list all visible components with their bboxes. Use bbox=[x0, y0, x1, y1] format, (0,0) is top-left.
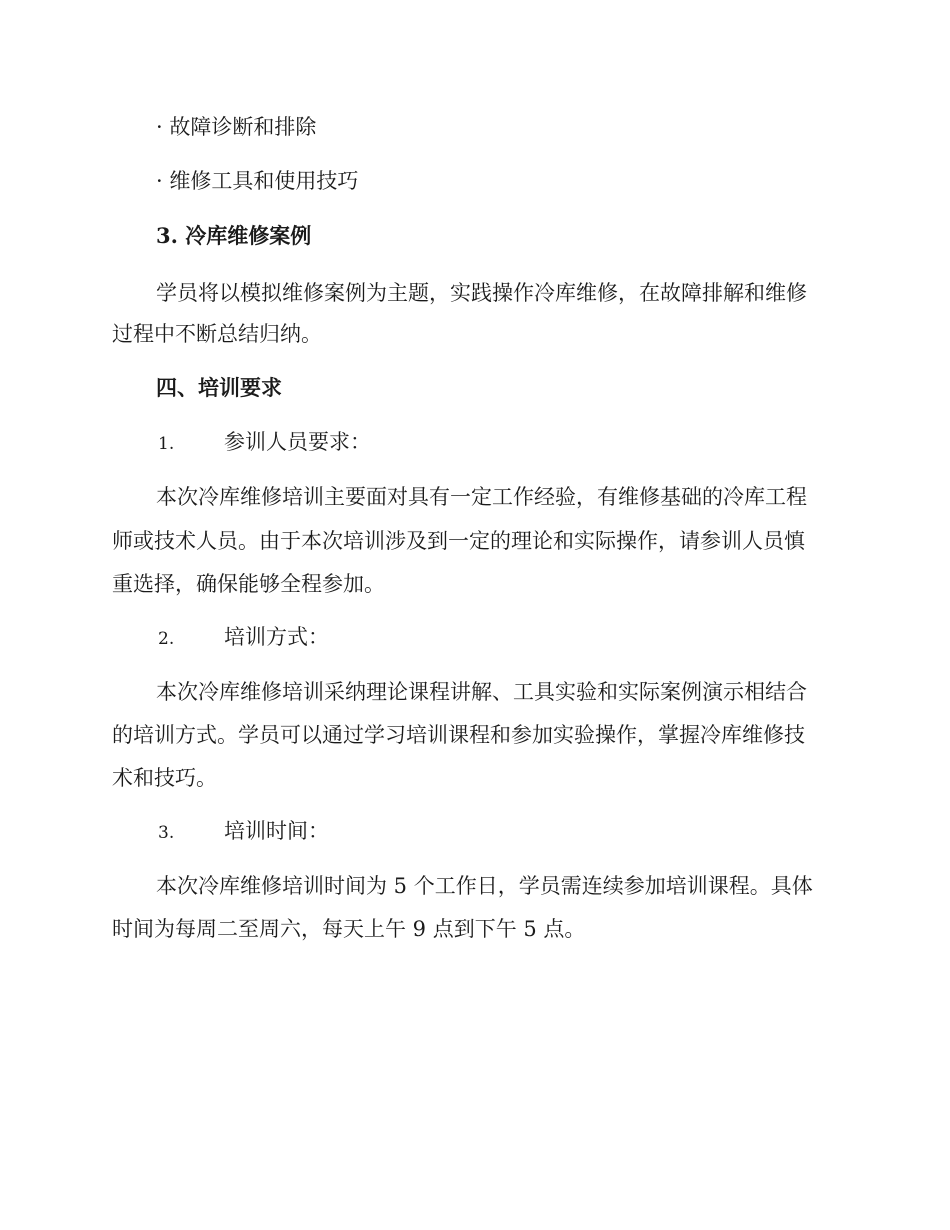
list-number: 1. bbox=[158, 434, 175, 454]
bullet-item: · 维修工具和使用技巧 bbox=[156, 169, 359, 193]
paragraph-line: 时间为每周二至周六，每天上午 9 点到下午 5 点。 bbox=[112, 917, 586, 941]
paragraph-line: 学员将以模拟维修案例为主题，实践操作冷库维修，在故障排解和维修 bbox=[156, 281, 807, 305]
paragraph-line: 本次冷库维修培训采纳理论课程讲解、工具实验和实际案例演示相结合 bbox=[156, 680, 807, 704]
section-heading: 3. 冷库维修案例 bbox=[156, 223, 312, 248]
list-label: 培训方式： bbox=[224, 625, 329, 649]
paragraph-line: 的培训方式。学员可以通过学习培训课程和参加实验操作，掌握冷库维修技 bbox=[112, 723, 805, 747]
list-label: 培训时间： bbox=[224, 819, 329, 843]
paragraph-line: 术和技巧。 bbox=[112, 766, 217, 790]
bullet-item: · 故障诊断和排除 bbox=[156, 115, 317, 139]
paragraph-line: 重选择，确保能够全程参加。 bbox=[112, 572, 385, 596]
list-number: 3. bbox=[158, 823, 175, 843]
paragraph-line: 本次冷库维修培训主要面对具有一定工作经验，有维修基础的冷库工程 bbox=[156, 485, 807, 509]
section-heading: 四、培训要求 bbox=[156, 375, 282, 400]
list-label: 参训人员要求： bbox=[224, 430, 371, 454]
paragraph-line: 师或技术人员。由于本次培训涉及到一定的理论和实际操作，请参训人员慎 bbox=[112, 529, 805, 553]
list-number: 2. bbox=[158, 629, 175, 649]
paragraph-line: 本次冷库维修培训时间为 5 个工作日，学员需连续参加培训课程。具体 bbox=[156, 874, 813, 898]
paragraph-line: 过程中不断总结归纳。 bbox=[112, 322, 322, 346]
